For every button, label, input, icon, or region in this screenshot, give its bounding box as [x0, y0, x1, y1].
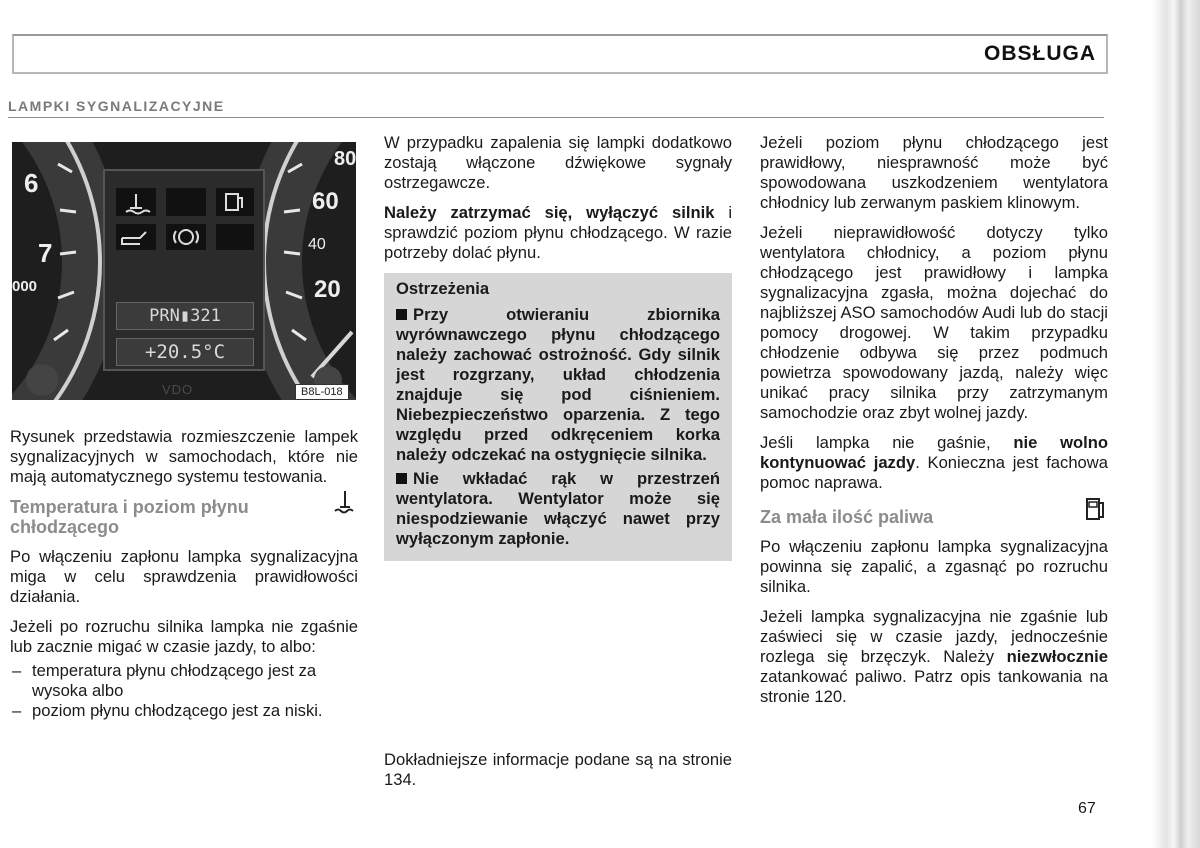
column-2: [384, 133, 732, 561]
fan-paragraph-1: Jeżeli poziom płynu chłodzącego jest prawidłowy, niesprawność może być spowodowana uszkodzeniem wentylatora chłodnicy lub zerwanym paskiem klinowym.: [760, 133, 1108, 212]
rpm-tick-7: 7: [38, 238, 53, 268]
page-binding-edge: [1152, 0, 1200, 848]
acoustic-warning-paragraph: W przypadku zapalenia się lampki dodatkowo zostają włączone dźwiękowe sygnały ostrzegawcze.: [384, 133, 732, 192]
stop-engine-paragraph: [384, 203, 732, 263]
fuel-heading-text: Za mała ilość paliwa: [760, 507, 934, 527]
speed-tick-60: 60: [312, 188, 339, 215]
bullet-square-icon: [396, 309, 407, 320]
instrument-cluster-figure: [12, 142, 356, 400]
gear-display: PRN▮321: [116, 302, 254, 330]
rpm-tick-6: 6: [24, 168, 39, 198]
warning-box: [384, 273, 732, 561]
coolant-paragraph-1: Po włączeniu zapłonu lampka sygnalizacyjna miga w celu sprawdzenia prawidłowości działania.: [10, 547, 358, 606]
coolant-heading-text: Temperatura i poziom płynu chłodzącego: [10, 497, 249, 537]
brand-label: VDO: [162, 382, 194, 397]
page-number: 67: [1078, 800, 1096, 817]
column-3: [760, 133, 1108, 717]
section-title: LAMPKI SYGNALIZACYJNE: [8, 98, 225, 114]
fuel-bold: niezwłocznie: [1006, 647, 1108, 666]
warning-item-text: Nie wkładać rąk w przestrzeń wentylatora. Wentylator może się niespodziewanie włączyć nawet przy wyłączonym zapłonie.: [396, 469, 720, 548]
warning-item: [396, 469, 720, 549]
rpm-tick-000: 000: [12, 278, 38, 295]
cause-list: [10, 661, 358, 721]
fuel-paragraph-1: Po włączeniu zapłonu lampka sygnalizacyjna powinna się zapalić, a zgasnąć po rozruchu silnika.: [760, 537, 1108, 596]
temperature-display: +20.5°C: [116, 338, 254, 366]
fuel-pump-icon: [1084, 495, 1108, 526]
no-drive-text-b: . Konieczna jest fachowa pomoc naprawa.: [760, 453, 1109, 492]
section-divider: [8, 117, 1104, 118]
no-drive-text-a: Jeśli lampka nie gaśnie,: [760, 433, 1014, 452]
warning-item-text: Przy otwieraniu zbiornika wyrównawczego płynu chłodzącego należy zachować ostrożność. Gdy silnik jest rozgrzany, układ chłodzenia znajduje się pod ciśnieniem. Niebezpieczeństwo oparzenia. Z tego względu przed odkręceniem korka należy odczekać na ostygnięcie silnika.: [396, 305, 720, 464]
warning-title: Ostrzeżenia: [396, 279, 490, 298]
chapter-title: OBSŁUGA: [984, 42, 1096, 65]
speed-tick-20: 20: [314, 276, 341, 303]
coolant-heading: [10, 497, 358, 537]
fuel-heading: [760, 507, 1108, 527]
speed-tick-80: 80: [334, 148, 356, 170]
bullet-square-icon: [396, 473, 407, 484]
speed-tick-40: 40: [308, 236, 326, 253]
fan-paragraph-2: Jeżeli nieprawidłowość dotyczy tylko wentylatora chłodnicy, a poziom płynu chłodzącego jest prawidłowy i lampka sygnalizacyjna zgasła, można dojechać do najbliższej ASO samochodów Audi lub do stacji pomocy drogowej. W takim przypadku chłodzenie odbywa się przez podmuch powietrza spowodowany jazdą, należy więc unikać pracy silnika przy zatrzymanym samochodzie oraz zbyt wolnej jazdy.: [760, 223, 1108, 422]
fuel-text-a: Jeżeli lampka sygnalizacyjna nie zgaśnie lub zaświeci się w czasie jazdy, jednocześnie rozlega się brzęczyk. Należy: [760, 607, 1108, 666]
stop-engine-bold: Należy zatrzymać się, wyłączyć silnik: [384, 203, 715, 222]
column-1: [10, 427, 358, 721]
coolant-icon: [332, 489, 358, 518]
chapter-header: [12, 34, 1108, 74]
warning-item: [396, 305, 720, 465]
fuel-text-b: zatankować paliwo. Patrz opis tankowania na stronie 120.: [760, 667, 1108, 706]
intro-paragraph: Rysunek przedstawia rozmieszczenie lampek sygnalizacyjnych w samochodach, które nie mają automatycznego systemu testowania.: [10, 427, 358, 486]
reference-note: Dokładniejsze informacje podane są na stronie 134.: [384, 750, 732, 789]
figure-code: B8L-018: [295, 384, 349, 400]
list-item: – poziom płynu chłodzącego jest za niski.: [10, 701, 358, 721]
fuel-paragraph-2: [760, 607, 1108, 707]
no-drive-bold: nie wolno kontynuować jazdy: [760, 433, 1108, 472]
stop-engine-rest: i sprawdzić poziom płynu chłodzącego. W razie potrzeby dolać płynu.: [384, 203, 733, 262]
list-item: – temperatura płynu chłodzącego jest za wysoka albo: [10, 661, 358, 701]
coolant-paragraph-2: Jeżeli po rozruchu silnika lampka nie zgaśnie lub zacznie migać w czasie jazdy, to albo:: [10, 617, 358, 656]
no-drive-paragraph: [760, 433, 1108, 493]
